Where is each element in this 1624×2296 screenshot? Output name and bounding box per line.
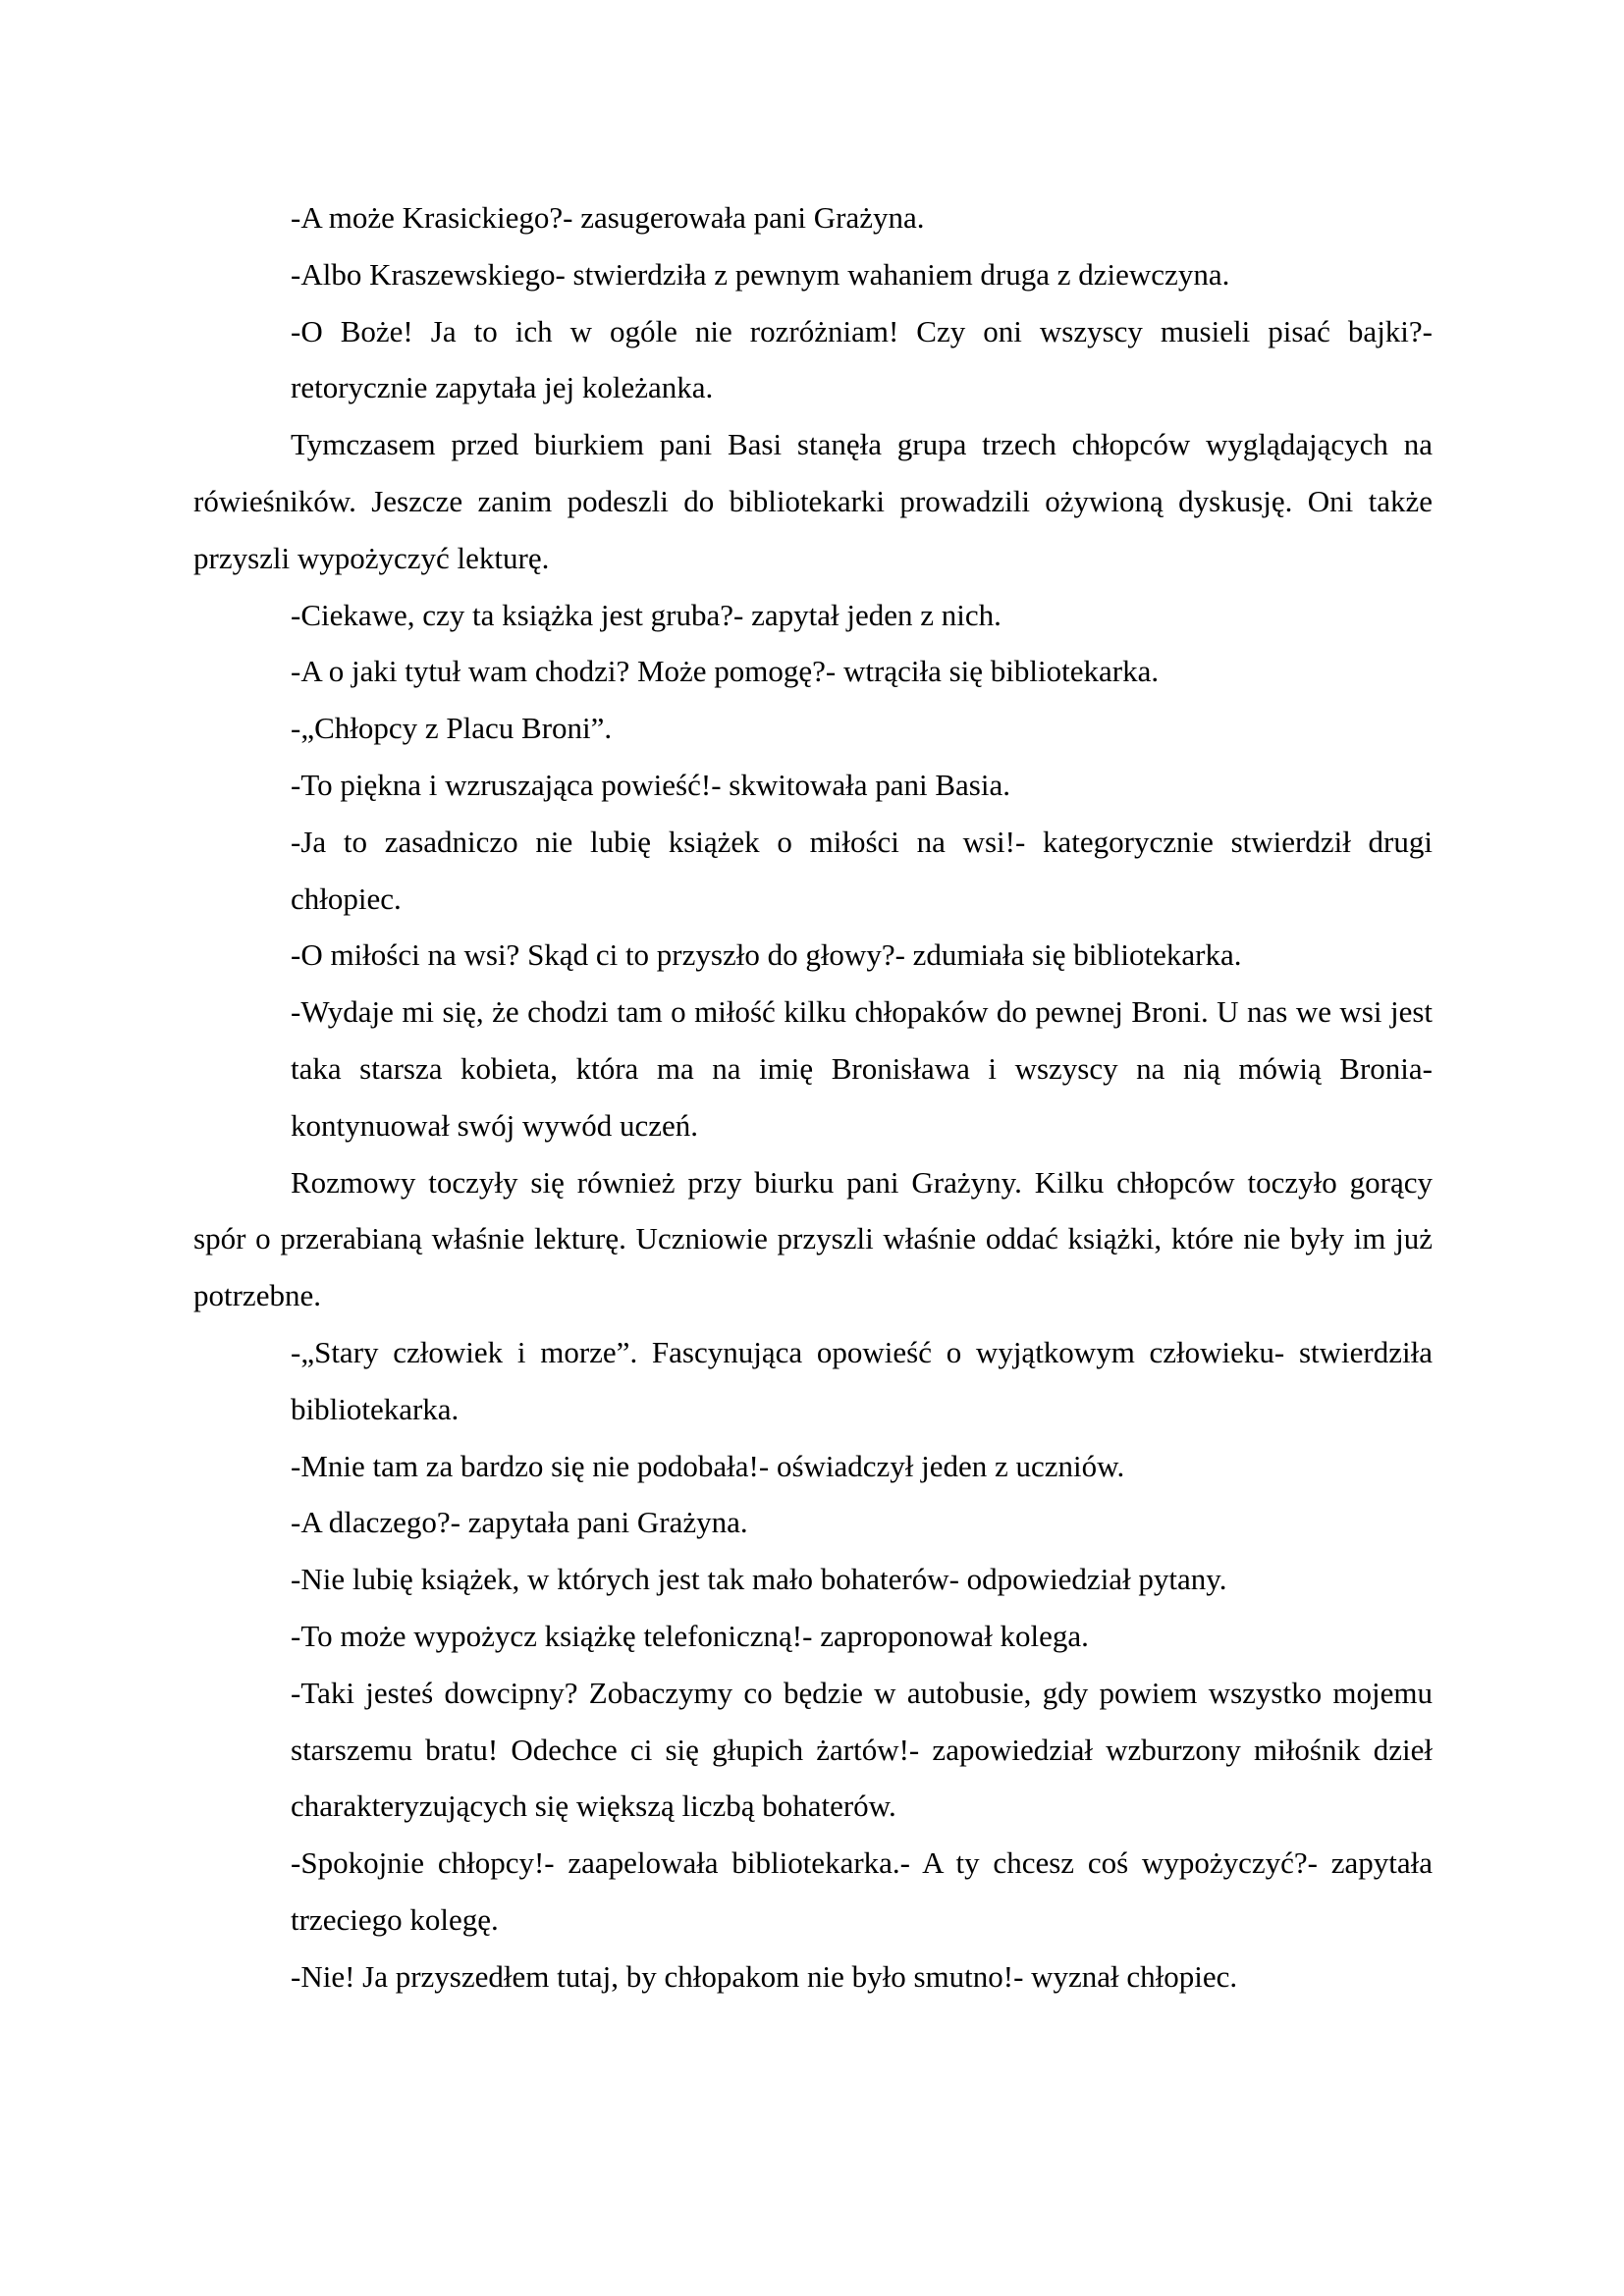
dialogue-line: -A może Krasickiego?- zasugerowała pani Grażyna. xyxy=(291,200,925,235)
dialogue-line: -A dlaczego?- zapytała pani Grażyna. xyxy=(291,1505,748,1540)
dialogue-line: -Albo Kraszewskiego- stwierdziła z pewnym wahaniem druga z dziewczyna. xyxy=(291,256,1230,292)
dialogue-line: -Wydaje mi się, że chodzi tam o miłość kilku chłopaków do pewnej Broni. U nas we wsi jest taka starsza kobieta, która ma na imię Bronisława i wszyscy na nią mówią Bronia- kontynuował swój wywód uczeń. xyxy=(291,994,1433,1143)
dialogue-line: -Nie lubię książek, w których jest tak mało bohaterów- odpowiedział pytany. xyxy=(291,1562,1227,1597)
dialogue-line: -A o jaki tytuł wam chodzi? Może pomogę?- wtrąciła się bibliotekarka. xyxy=(291,654,1160,689)
narration-paragraph: Rozmowy toczyły się również przy biurku pani Grażyny. Kilku chłopców toczyło gorący spór o przerabianą właśnie lekturę. Uczniowie przyszli właśnie oddać książki, które nie były im już potrzebne. xyxy=(193,1164,1433,1313)
dialogue-line: -Ja to zasadniczo nie lubię książek o miłości na wsi!- kategorycznie stwierdził drugi chłopiec. xyxy=(291,824,1433,916)
dialogue-line: -Mnie tam za bardzo się nie podobała!- oświadczył jeden z uczniów. xyxy=(291,1448,1125,1483)
dialogue-line: -To piękna i wzruszająca powieść!- skwitowała pani Basia. xyxy=(291,767,1010,802)
dialogue-line: -O Boże! Ja to ich w ogóle nie rozróżniam! Czy oni wszyscy musieli pisać bajki?- retorycznie zapytała jej koleżanka. xyxy=(291,313,1433,405)
dialogue-line: -„Chłopcy z Placu Broni”. xyxy=(291,711,613,746)
narration-paragraph: Tymczasem przed biurkiem pani Basi stanęła grupa trzech chłopców wyglądających na rówieśników. Jeszcze zanim podeszli do bibliotekarki prowadzili ożywioną dyskusję. Oni także przyszli wypożyczyć lekturę. xyxy=(193,427,1433,575)
dialogue-line: -Spokojnie chłopcy!- zaapelowała bibliotekarka.- A ty chcesz coś wypożyczyć?- zapytała trzeciego kolegę. xyxy=(291,1845,1433,1937)
dialogue-line: -O miłości na wsi? Skąd ci to przyszło do głowy?- zdumiała się bibliotekarka. xyxy=(291,937,1242,973)
dialogue-line: -Nie! Ja przyszedłem tutaj, by chłopakom nie było smutno!- wyznał chłopiec. xyxy=(291,1958,1238,1994)
dialogue-line: -Ciekawe, czy ta książka jest gruba?- zapytał jeden z nich. xyxy=(291,597,1001,632)
document-text-body xyxy=(193,189,1433,2005)
dialogue-line: -Taki jesteś dowcipny? Zobaczymy co będzie w autobusie, gdy powiem wszystko mojemu starszemu bratu! Odechce ci się głupich żartów!- zapowiedział wzburzony miłośnik dzieł charakteryzujących się większą liczbą bohaterów. xyxy=(291,1675,1433,1824)
dialogue-line: -„Stary człowiek i morze”. Fascynująca opowieść o wyjątkowym człowieku- stwierdziła bibliotekarka. xyxy=(291,1334,1433,1426)
dialogue-line: -To może wypożycz książkę telefoniczną!- zaproponował kolega. xyxy=(291,1618,1089,1653)
